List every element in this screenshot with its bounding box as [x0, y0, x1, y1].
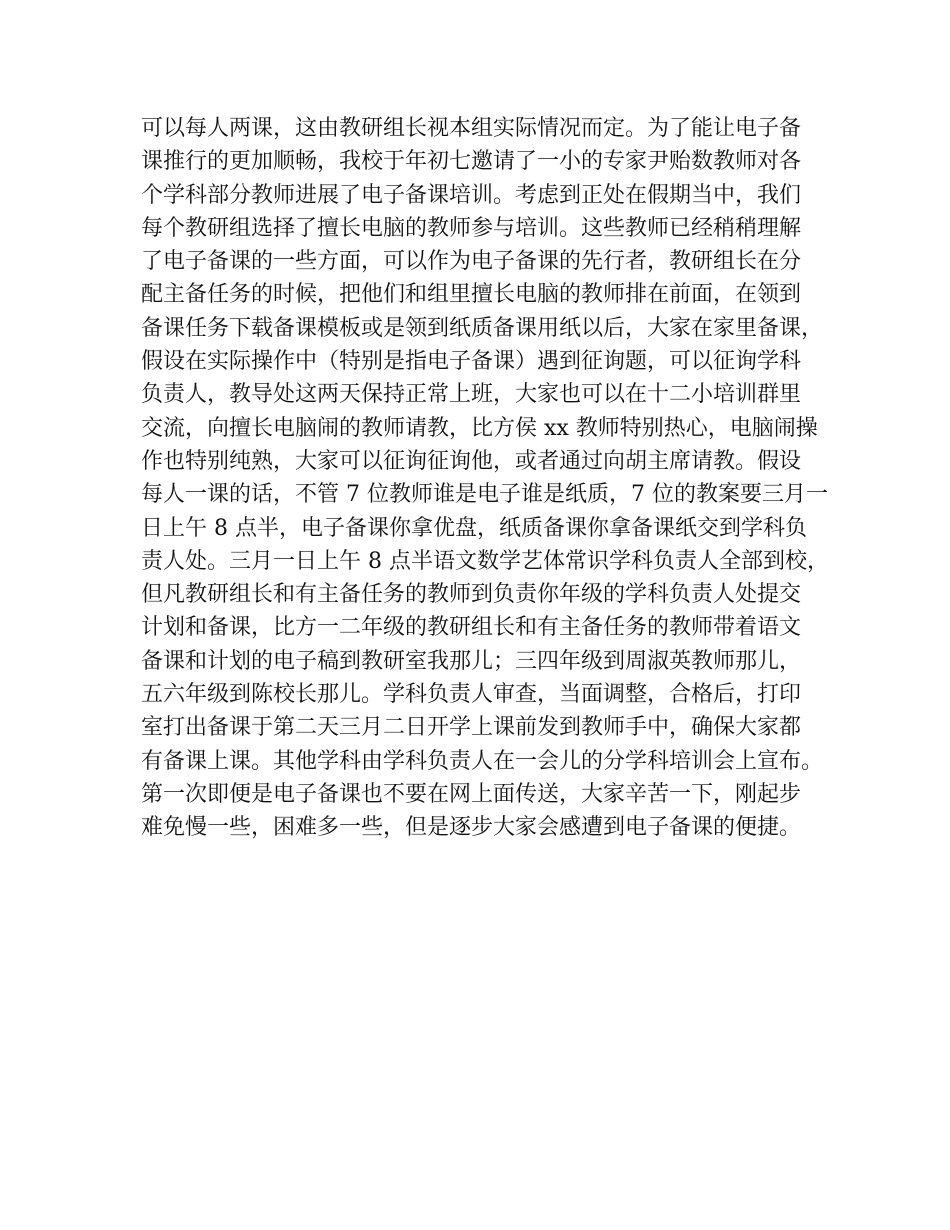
- text-line: 每个教研组选择了擅长电脑的教师参与培训。这些教师已经稍稍理解: [141, 215, 802, 241]
- text-line: 五六年级到陈校长那儿。学科负责人审查，当面调整，合格后，打印: [141, 682, 802, 708]
- text-line: 负责人，教导处这两天保持正常上班，大家也可以在十二小培训群里: [141, 382, 802, 408]
- text-line: 但凡教研组长和有主备任务的教师到负责你年级的学科负责人处提交: [141, 582, 802, 608]
- text-line: 个学科部分教师进展了电子备课培训。考虑到正处在假期当中，我们: [141, 182, 802, 208]
- text-line: 每人一课的话，不管 7 位教师谁是电子谁是纸质，7 位的教案要三月一: [141, 482, 828, 508]
- text-line: 有备课上课。其他学科由学科负责人在一会儿的分学科培训会上宣布。: [141, 748, 824, 774]
- text-line: 配主备任务的时候，把他们和组里擅长电脑的教师排在前面，在领到: [141, 282, 802, 308]
- text-line: 计划和备课，比方一二年级的教研组长和有主备任务的教师带着语文: [141, 615, 802, 641]
- text-line: 备课和计划的电子稿到教研室我那儿；三四年级到周淑英教师那儿，: [141, 648, 802, 674]
- body-text: [141, 112, 831, 845]
- text-line: 难免慢一些，困难多一些，但是逐步大家会感遭到电子备课的便捷。: [141, 815, 802, 841]
- text-line: 假设在实际操作中（特别是指电子备课）遇到征询题，可以征询学科: [141, 349, 802, 375]
- text-line: 交流，向擅长电脑闹的教师请教，比方侯 xx 教师特别热心，电脑闹操: [141, 415, 818, 441]
- text-line: 作也特别纯熟，大家可以征询征询他，或者通过向胡主席请教。假设: [141, 448, 802, 474]
- text-line: 课推行的更加顺畅，我校于年初七邀请了一小的专家尹贻数教师对各: [141, 149, 802, 175]
- text-line: 备课任务下载备课模板或是领到纸质备课用纸以后，大家在家里备课，: [141, 315, 824, 341]
- text-line: 第一次即便是电子备课也不要在网上面传送，大家辛苦一下，刚起步: [141, 781, 802, 807]
- text-line: 责人处。三月一日上午 8 点半语文数学艺体常识学科负责人全部到校，: [141, 548, 829, 574]
- text-line: 日上午 8 点半，电子备课你拿优盘，纸质备课你拿备课纸交到学科负: [141, 515, 807, 541]
- text-line: 了电子备课的一些方面，可以作为电子备课的先行者，教研组长在分: [141, 249, 802, 275]
- text-line: 可以每人两课，这由教研组长视本组实际情况而定。为了能让电子备: [141, 116, 802, 141]
- text-line: 室打出备课于第二天三月二日开学上课前发到教师手中，确保大家都: [141, 715, 802, 741]
